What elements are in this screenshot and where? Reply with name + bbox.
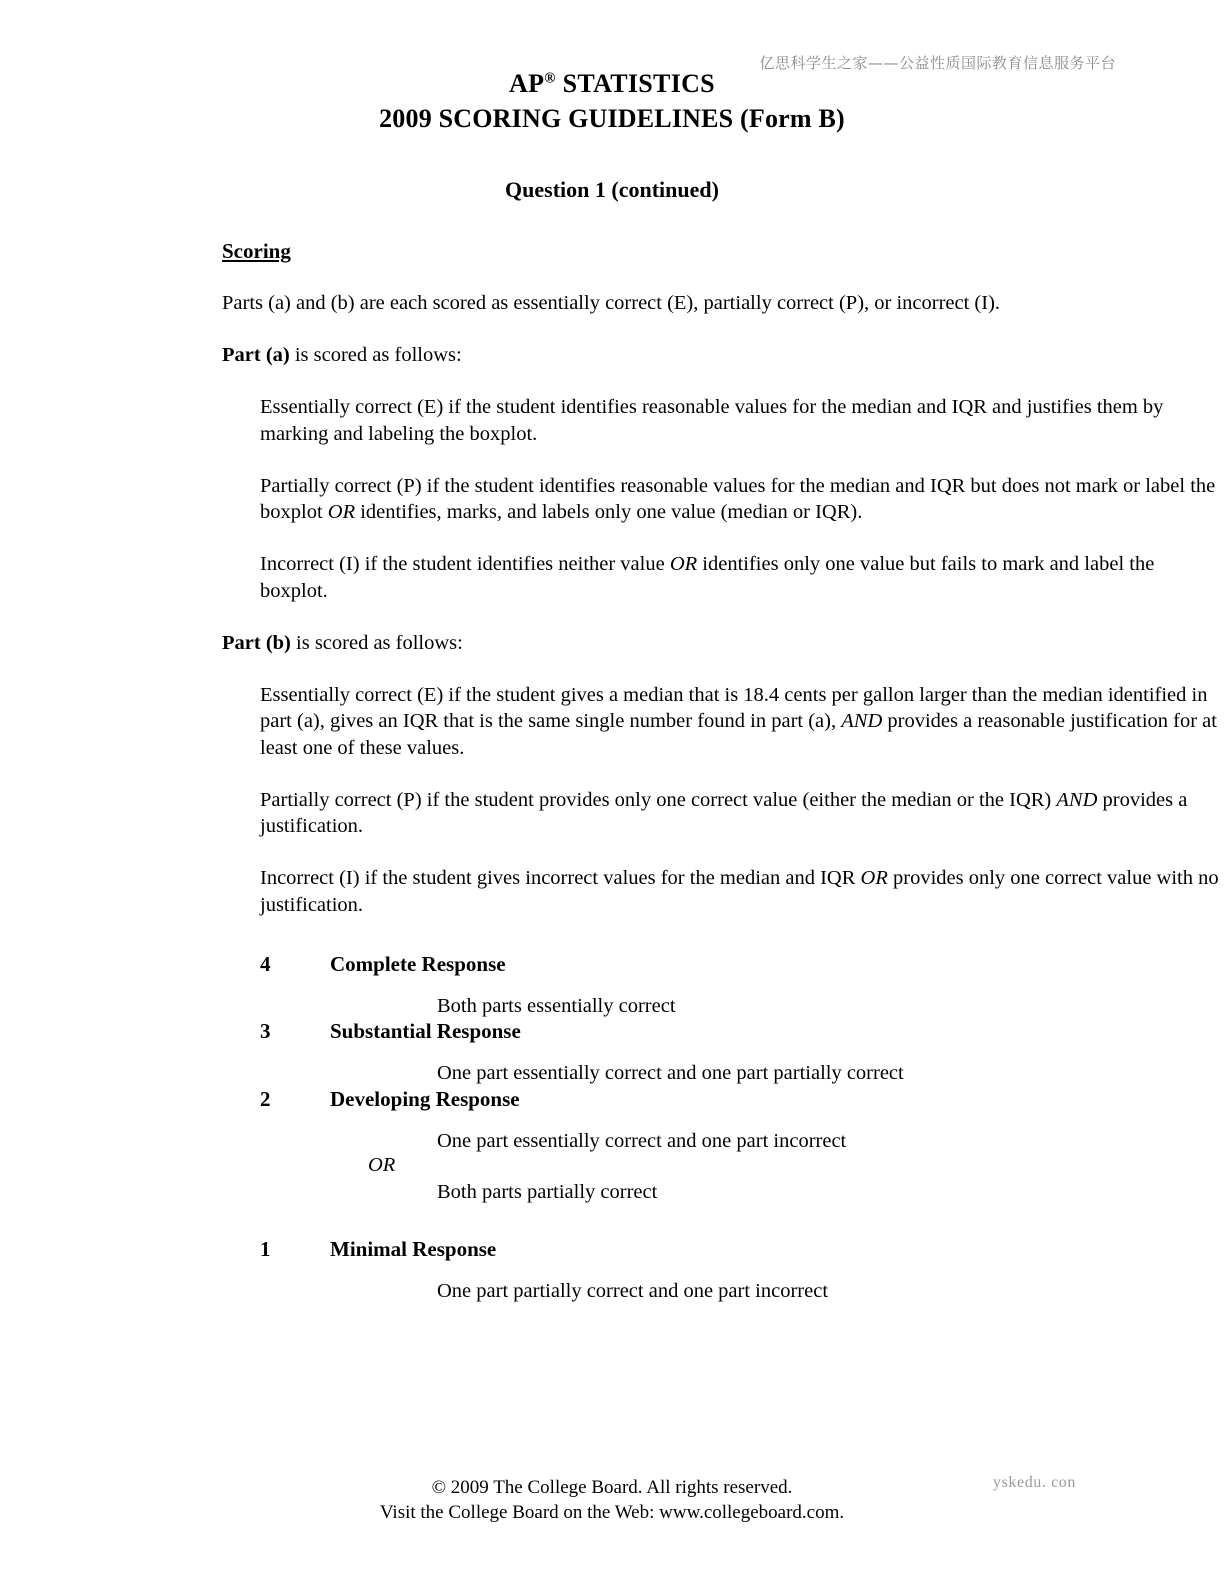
scoring-intro: Parts (a) and (b) are each scored as essentially correct (E), partially correct (P), or incorrect (I). (222, 292, 1001, 314)
text-post: provides a reasonable justification for at least one of these values. (260, 710, 1217, 759)
part-b-incorrect (260, 865, 1224, 917)
part-b-heading (222, 630, 1112, 656)
rubric-label: Substantial Response (330, 1019, 521, 1044)
document-body (112, 239, 1219, 1305)
part-a-partially-correct (260, 473, 1224, 525)
rubric-label: Complete Response (330, 951, 506, 976)
website-line: Visit the College Board on the Web: www.collegeboard.com. (379, 1502, 845, 1524)
rubric-label: Developing Response (330, 1087, 520, 1112)
rubric-description-first: One part essentially correct and one part incorrect (437, 1130, 847, 1153)
rubric-item-2 (222, 1087, 1112, 1205)
registered-mark-icon: ® (544, 70, 556, 87)
question-title: Question 1 (continued) (505, 177, 719, 202)
rubric-item-1 (222, 1237, 1112, 1305)
part-b-lead: is scored as follows: (290, 631, 463, 654)
page-title-rest: STATISTICS (555, 69, 715, 98)
rubric-score: 1 (260, 1237, 271, 1262)
rubric-description-second: Both parts partially correct (437, 1180, 658, 1203)
part-b-label: Part (b) (222, 631, 291, 654)
text-pre: Essentially correct (E) if the student identifies reasonable values for the median and IQR and justifies them by marking and labeling the boxplot. (260, 396, 1164, 445)
or-connector: OR (368, 1154, 396, 1177)
rubric-description: Both parts essentially correct (437, 994, 676, 1017)
rubric-list (222, 952, 1112, 1305)
watermark-top: 亿思科学生之家——公益性质国际教育信息服务平台 (759, 54, 1116, 72)
rubric-item-4 (222, 952, 1112, 1020)
document-footer (0, 1475, 1224, 1526)
part-a-label: Part (a) (222, 344, 290, 367)
watermark-bottom: yskedu. con (992, 1474, 1076, 1491)
text-italic: OR (860, 867, 888, 890)
rubric-score: 2 (260, 1087, 271, 1112)
scoring-heading: Scoring (222, 239, 291, 263)
text-pre: Essentially correct (E) if the student gives a median that is 18.4 cents per gallon larger than the median identified in part (a), gives an IQR that is the same single number found in part (a), (260, 684, 1208, 733)
rubric-label: Minimal Response (330, 1237, 497, 1262)
copyright-line: © 2009 The College Board. All rights reserved. (431, 1476, 793, 1498)
part-a-essentially-correct (260, 394, 1224, 446)
part-b-essentially-correct (260, 682, 1224, 761)
rubric-description: One part partially correct and one part incorrect (437, 1280, 829, 1303)
text-post: identifies, marks, and labels only one value (median or IQR). (355, 501, 863, 524)
part-a-incorrect (260, 551, 1224, 603)
page-subtitle: 2009 SCORING GUIDELINES (Form B) (379, 103, 845, 133)
text-pre: Partially correct (P) if the student identifies reasonable values for the median and IQR but does not mark or label the boxplot (260, 474, 1216, 524)
text-post: provides a justification. (260, 788, 1188, 838)
rubric-description: One part essentially correct and one part partially correct (437, 1062, 904, 1085)
part-b-partially-correct (260, 787, 1224, 839)
text-post: identifies only one value but fails to mark and label the boxplot. (260, 553, 1155, 602)
text-italic: OR (327, 501, 356, 524)
text-italic: OR (669, 553, 698, 576)
rubric-description-group (368, 1128, 1112, 1205)
text-pre: Incorrect (I) if the student gives incorrect values for the median and IQR (260, 867, 861, 890)
text-italic: AND (841, 710, 883, 733)
text-post: provides only one correct value with no justification. (260, 867, 1219, 916)
rubric-score: 4 (260, 951, 271, 976)
part-a-lead: is scored as follows: (289, 344, 462, 367)
text-pre: Incorrect (I) if the student identifies neither value (260, 553, 670, 576)
part-a-heading (222, 342, 1112, 368)
text-pre: Partially correct (P) if the student provides only one correct value (either the median or the IQR) (260, 788, 1057, 811)
rubric-item-3 (222, 1019, 1112, 1087)
rubric-score: 3 (260, 1019, 271, 1044)
page-title-main: AP (509, 69, 545, 98)
text-italic: AND (1056, 788, 1098, 811)
